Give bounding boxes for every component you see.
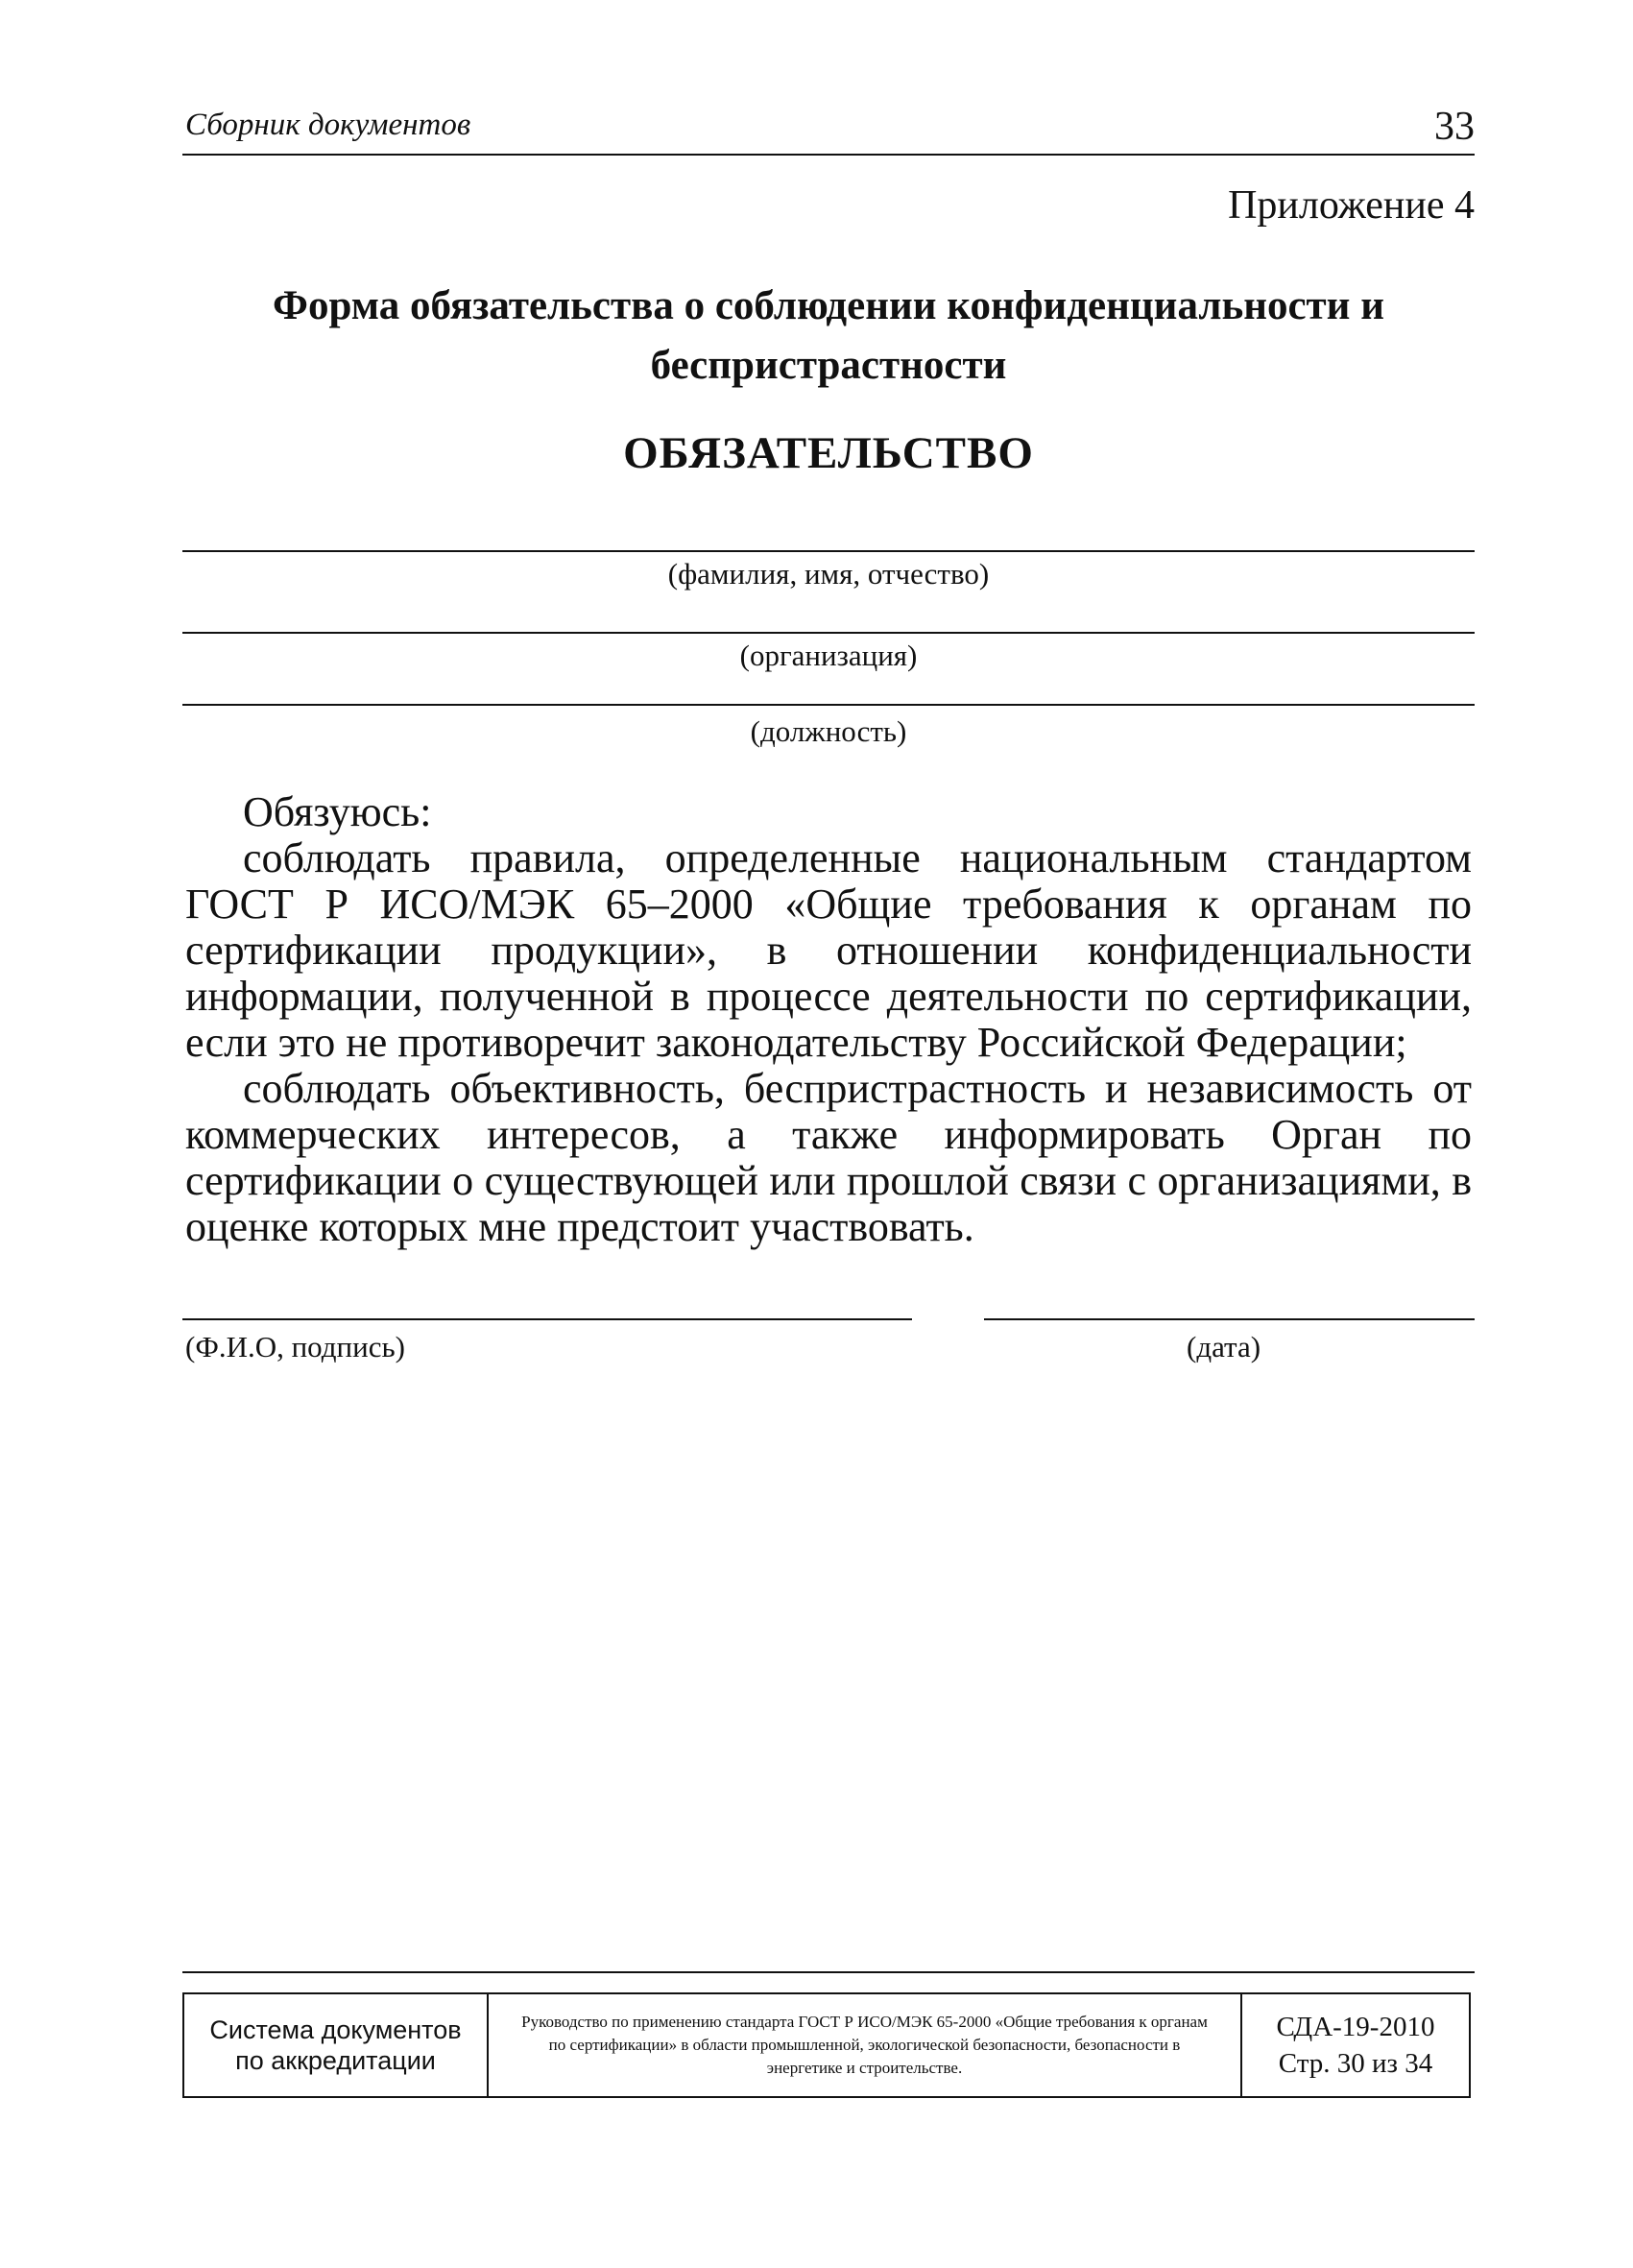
signature-label: (Ф.И.О, подпись) [185, 1330, 405, 1363]
impartiality-paragraph: соблюдать объективность, беспристрастность и независимость от коммерческих интересов, а также информировать Орган по сертификации о существующей или прошлой связи с организациями, в оценке которых мне предстоит участвовать. [185, 1065, 1472, 1250]
footer-divider [182, 1971, 1475, 1973]
header-divider [182, 154, 1475, 156]
obligation-intro: Обязуюсь: [243, 788, 432, 835]
footer-page-info: Стр. 30 из 34 [1278, 2048, 1433, 2079]
running-header-title: Сборник документов [185, 108, 471, 142]
position-line [182, 704, 1475, 706]
page-number: 33 [1434, 105, 1475, 149]
footer-guide-cell [489, 1994, 1242, 2096]
signature-line [182, 1318, 912, 1320]
footer-doc-code: СДА-19-2010 [1276, 2012, 1435, 2042]
date-label: (дата) [1187, 1330, 1261, 1363]
organization-line [182, 632, 1475, 634]
footer-table [182, 1992, 1471, 2098]
full-name-line [182, 550, 1475, 552]
form-title: Форма обязательства о соблюдении конфиденциальности и беспристрастности [273, 283, 1384, 388]
footer-system-line2: по аккредитации [235, 2046, 436, 2075]
position-label: (должность) [750, 714, 907, 748]
footer-system-line1: Система документов [209, 2015, 462, 2044]
footer-system-cell [184, 1994, 489, 2096]
organization-label: (организация) [739, 639, 918, 672]
confidentiality-paragraph: соблюдать правила, определенные национальным стандартом ГОСТ Р ИСО/МЭК 65–2000 «Общие требования к органам по сертификации продукции», в отношении конфиденциальности информации, полученной в процессе деятельности по сертификации, если это не противоречит законодательству Российской Федерации; [185, 834, 1472, 1066]
document-heading: ОБЯЗАТЕЛЬСТВО [623, 428, 1034, 478]
footer-code-cell [1242, 1994, 1469, 2096]
appendix-label: Приложение 4 [1228, 183, 1475, 228]
date-line [984, 1318, 1475, 1320]
obligation-text [185, 789, 1472, 1250]
full-name-label: (фамилия, имя, отчество) [667, 557, 990, 591]
footer-guide-text: Руководство по применению стандарта ГОСТ Р ИСО/МЭК 65-2000 «Общие требования к органам по сертификации» в области промышленной, экологической безопасности, безопасности в энергетике и строительстве. [521, 2013, 1208, 2077]
